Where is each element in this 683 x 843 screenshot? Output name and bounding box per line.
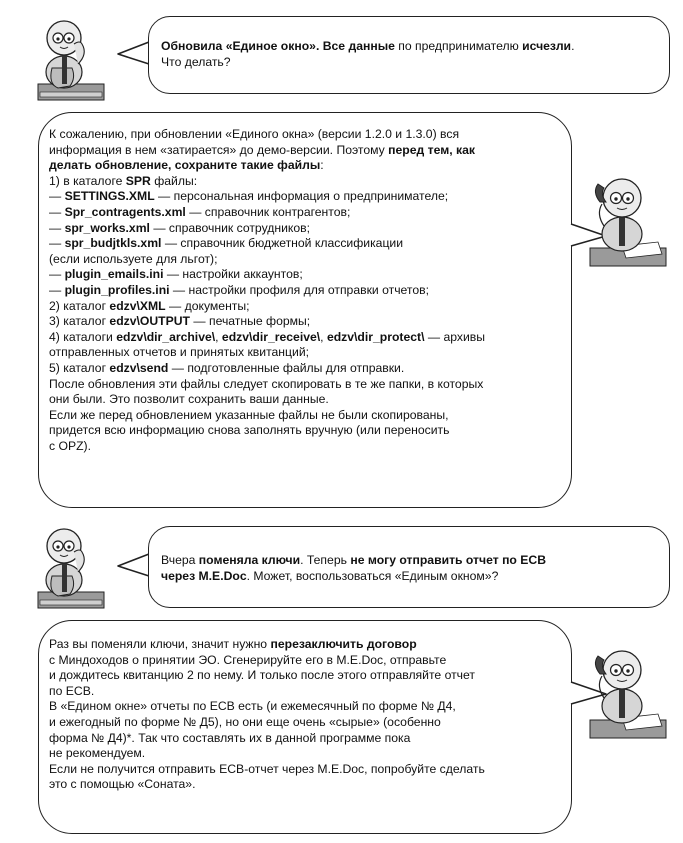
text-line [49, 731, 485, 747]
bubble-text [49, 637, 485, 793]
text-run: — настройки аккаунтов; [163, 267, 303, 282]
text-run: — [49, 267, 65, 282]
bold-text: Spr_contragents.xml [64, 204, 186, 219]
bold-text: исчезли [522, 39, 572, 53]
bubble-text [161, 39, 574, 70]
text-run: — печатные формы; [190, 314, 311, 329]
text-line [49, 762, 485, 778]
bold-text: spr_works.xml [64, 220, 150, 235]
bold-text: spr_budjtkls.xml [64, 236, 162, 251]
text-line [49, 205, 485, 221]
bold-text: plugin_profiles.ini [64, 282, 170, 297]
text-run: с Миндоходов о принятии ЭО. Сгенерируйте его в M.E.Doc, отправьте [49, 652, 447, 667]
text-line [49, 715, 485, 731]
text-run: придется всю информацию снова заполнять вручную (или переносить [49, 423, 450, 438]
text-line [49, 653, 485, 669]
text-run: — [49, 220, 65, 235]
text-run: После обновления эти файлы следует скопировать в те же папки, в которых [49, 376, 484, 391]
text-run: 4) каталоги [49, 329, 117, 344]
text-line [161, 569, 546, 585]
speech-bubble-answer-2 [38, 620, 572, 834]
text-run: (если используете для льгот); [49, 251, 218, 266]
text-line [49, 143, 485, 159]
text-run: Что делать? [161, 54, 231, 69]
bold-text: edzv\dir_receive\ [221, 329, 321, 344]
text-line [49, 684, 485, 700]
bold-text: через M.E.Doc [161, 568, 247, 583]
text-run: по предпринимателю [394, 39, 523, 53]
bold-text: перед тем, как [388, 142, 475, 157]
text-run: — [49, 204, 65, 219]
text-run: Если не получится отправить ЕСВ-отчет через M.E.Doc, попробуйте сделать [49, 761, 485, 776]
text-line [161, 553, 546, 569]
text-run: это с помощью «Соната». [49, 777, 196, 792]
text-line [49, 699, 485, 715]
text-run: — [49, 282, 65, 297]
text-line [49, 174, 485, 190]
text-run: форма № Д4)*. Так что составлять их в данной программе пока [49, 730, 411, 745]
bold-text: Обновила «Единое окно». Все данные [161, 39, 395, 53]
text-run: по ЕСВ. [49, 683, 95, 698]
bold-text: SETTINGS.XML [64, 189, 155, 204]
text-run: информация в нем «затирается» до демо-версии. Поэтому [49, 142, 389, 157]
text-run: — [49, 189, 65, 204]
speech-bubble-question-2 [148, 526, 670, 608]
text-line [49, 236, 485, 252]
bold-text: делать обновление, сохраните такие файлы [49, 158, 321, 173]
thinking-person-icon [36, 8, 116, 108]
text-run: . Может, воспользоваться «Единым окном»? [246, 568, 499, 583]
bold-text: edzv\send [109, 360, 169, 375]
text-run: В «Едином окне» отчеты по ЕСВ есть (и ежемесячный по форме № Д4, [49, 699, 456, 714]
text-line [49, 439, 485, 455]
text-line [49, 361, 485, 377]
bubble-text [161, 553, 546, 584]
bold-text: edzv\XML [109, 298, 166, 313]
text-line [49, 267, 485, 283]
text-run: — персональная информация о предпринимателе; [154, 189, 449, 204]
text-line [161, 39, 574, 55]
text-run: и ежегодный по форме № Д5), но они еще очень «сырые» (особенно [49, 714, 441, 729]
text-run: не рекомендуем. [49, 746, 146, 761]
speech-bubble-answer-1 [38, 112, 572, 508]
text-run: файлы: [150, 173, 198, 188]
text-run: : [320, 158, 324, 173]
text-run: — справочник контрагентов; [185, 204, 351, 219]
text-run: . Теперь [300, 553, 351, 567]
text-line [49, 345, 485, 361]
text-run: и дождитесь квитанцию 2 по нему. И только после этого отправляйте отчет [49, 668, 475, 683]
text-run: с OPZ). [49, 438, 91, 453]
text-run: — настройки профиля для отправки отчетов; [169, 282, 430, 297]
user-avatar-2 [36, 516, 116, 616]
bold-text: edzv\dir_protect\ [326, 329, 425, 344]
expert-avatar-2 [582, 634, 670, 746]
text-run: — документы; [165, 298, 250, 313]
text-line [49, 637, 485, 653]
text-line [49, 668, 485, 684]
text-run: Вчера [161, 553, 199, 567]
bold-text: перезаключить договор [270, 637, 417, 651]
text-run: они были. Это позволит сохранить ваши данные. [49, 392, 329, 407]
expert-phone-icon [582, 634, 670, 746]
text-run: — архивы [424, 329, 485, 344]
text-run: Раз вы поменяли ключи, значит нужно [49, 637, 271, 651]
bold-text: поменяла ключи [198, 553, 301, 567]
text-line [49, 252, 485, 268]
text-run: 1) в каталоге [49, 173, 126, 188]
user-avatar-1 [36, 8, 116, 108]
text-line [49, 189, 485, 205]
text-line [49, 127, 485, 143]
bold-text: edzv\OUTPUT [109, 314, 191, 329]
text-line [49, 283, 485, 299]
text-run: — [49, 236, 65, 251]
text-line [49, 746, 485, 762]
text-run: , [320, 329, 327, 344]
speech-bubble-question-1 [148, 16, 670, 94]
bold-text: edzv\dir_archive\ [116, 329, 216, 344]
text-line [49, 423, 485, 439]
text-line [49, 777, 485, 793]
text-run: К сожалению, при обновлении «Единого окна» (версии 1.2.0 и 1.3.0) вся [49, 127, 460, 141]
text-run: — справочник сотрудников; [149, 220, 311, 235]
expert-phone-icon [582, 162, 670, 274]
text-run: 2) каталог [49, 298, 110, 313]
text-line [161, 55, 574, 71]
thinking-person-icon [36, 516, 116, 616]
text-run: , [215, 329, 222, 344]
text-line [49, 158, 485, 174]
text-run: Если же перед обновлением указанные файлы не были скопированы, [49, 407, 449, 422]
text-line [49, 314, 485, 330]
text-line [49, 299, 485, 315]
text-line [49, 392, 485, 408]
bold-text: SPR [125, 173, 151, 188]
bold-text: не могу отправить отчет по ЕСВ [350, 553, 546, 567]
text-run: 3) каталог [49, 314, 110, 329]
text-run: . [571, 39, 575, 53]
text-line [49, 408, 485, 424]
text-line [49, 221, 485, 237]
text-run: — подготовленные файлы для отправки. [168, 360, 405, 375]
text-run: отправленных отчетов и принятых квитанций; [49, 345, 310, 360]
text-run: — справочник бюджетной классификации [161, 236, 404, 251]
bubble-text [49, 127, 485, 454]
text-run: 5) каталог [49, 360, 110, 375]
text-line [49, 377, 485, 393]
text-line [49, 330, 485, 346]
bold-text: plugin_emails.ini [64, 267, 164, 282]
expert-avatar-1 [582, 162, 670, 274]
